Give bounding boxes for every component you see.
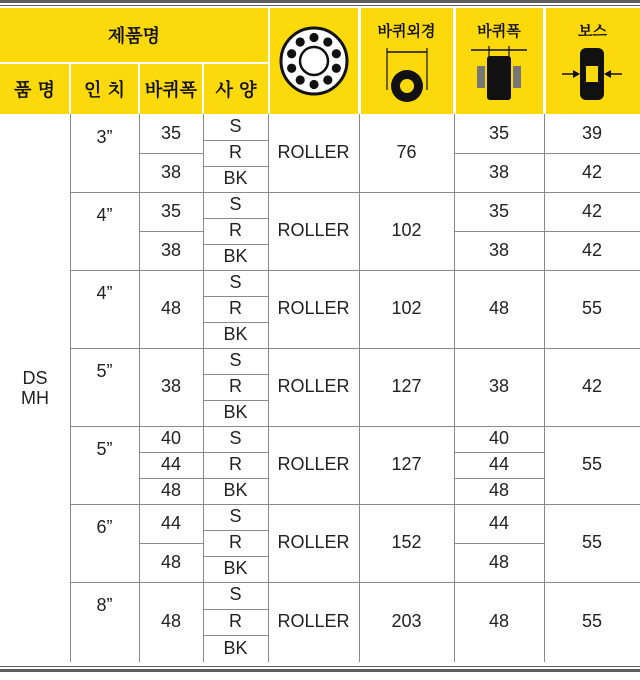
header-spec-label: 사 양 bbox=[215, 80, 257, 101]
grid-line-h bbox=[139, 543, 203, 544]
grid-line-h bbox=[203, 218, 268, 219]
spec-cell: BK bbox=[223, 246, 248, 267]
wheel-width-cell: 35 bbox=[160, 122, 182, 143]
wheel-width-right-cell: 48 bbox=[488, 611, 510, 632]
grid-line-v bbox=[139, 114, 140, 662]
header-product-name-label: 제품명 bbox=[107, 26, 161, 47]
grid-line-h bbox=[203, 166, 268, 167]
wheel-width-cell: 40 bbox=[160, 428, 182, 449]
bottom-rule bbox=[0, 669, 640, 672]
top-rule-thin bbox=[0, 5, 640, 6]
inch-cell: 4” bbox=[96, 204, 113, 225]
bearing-type-cell: ROLLER bbox=[277, 220, 350, 241]
outer-diameter-cell: 102 bbox=[391, 220, 422, 241]
header-separator-v bbox=[544, 8, 546, 114]
spec-cell: BK bbox=[223, 168, 248, 189]
wheel-width-cell: 38 bbox=[160, 161, 182, 182]
outer-diameter-cell: 127 bbox=[391, 454, 422, 475]
boss-cell: 39 bbox=[581, 122, 603, 143]
grid-line-h bbox=[203, 296, 268, 297]
grid-line-h bbox=[203, 530, 268, 531]
header-wheel-width-right-label: 바퀴폭 bbox=[477, 22, 521, 40]
spec-cell: S bbox=[229, 194, 242, 215]
inch-cell: 5” bbox=[96, 360, 113, 381]
header-inch bbox=[71, 64, 138, 114]
grid-line-h bbox=[203, 556, 268, 557]
grid-line-h bbox=[139, 153, 203, 154]
grid-line-v bbox=[359, 114, 360, 662]
bearing-ball bbox=[296, 37, 305, 46]
grid-line-h bbox=[454, 478, 544, 479]
header-item-name bbox=[0, 64, 69, 114]
wheel-width-right-cell: 44 bbox=[488, 512, 510, 533]
header-separator-v bbox=[268, 8, 270, 114]
wheel-width-right-cell: 38 bbox=[488, 376, 510, 397]
header-item-name-label: 품 명 bbox=[13, 80, 56, 101]
wheel-width-right-cell: 35 bbox=[488, 122, 510, 143]
bearing-ball bbox=[332, 49, 341, 58]
wheel-width-cell: 48 bbox=[160, 551, 182, 572]
grid-line-h bbox=[203, 140, 268, 141]
outer-diameter-cell: 102 bbox=[391, 298, 422, 319]
bearing-ball bbox=[309, 80, 318, 89]
wheel-width-cell: 48 bbox=[160, 611, 182, 632]
spec-cell: BK bbox=[223, 402, 248, 423]
top-rule bbox=[0, 0, 640, 3]
spec-cell: R bbox=[229, 376, 242, 397]
boss-cell: 42 bbox=[581, 376, 603, 397]
grid-line-h bbox=[203, 400, 268, 401]
wheel-diameter-icon bbox=[377, 46, 437, 106]
header-separator-v bbox=[138, 64, 140, 114]
product-name-line1: DS bbox=[22, 368, 48, 389]
bearing-ball bbox=[309, 33, 318, 42]
grid-line-h bbox=[544, 153, 640, 154]
header-wheel-width-label: 바퀴폭 bbox=[144, 80, 198, 101]
spec-cell: S bbox=[229, 506, 242, 527]
spec-cell: BK bbox=[223, 558, 248, 579]
wheel-width-cell: 38 bbox=[160, 239, 182, 260]
grid-line-h bbox=[139, 478, 203, 479]
grid-line-h bbox=[454, 543, 544, 544]
wheel-width-cell: 35 bbox=[160, 200, 182, 221]
wheel-width-right-cell: 38 bbox=[488, 239, 510, 260]
header-product-name bbox=[0, 8, 268, 62]
spec-cell: R bbox=[229, 454, 242, 475]
grid-line-v bbox=[268, 114, 269, 662]
bearing-type-cell: ROLLER bbox=[277, 454, 350, 475]
bearing-ring-icon bbox=[278, 25, 350, 97]
bearing-ball bbox=[323, 37, 332, 46]
inch-cell: 6” bbox=[96, 516, 113, 537]
bearing-ball bbox=[287, 64, 296, 73]
inch-cell: 4” bbox=[96, 282, 113, 303]
outer-diameter-cell: 76 bbox=[396, 142, 417, 163]
grid-line-h bbox=[454, 452, 544, 453]
header-separator bbox=[0, 62, 268, 64]
header-separator-v bbox=[454, 8, 456, 114]
inch-cell: 3” bbox=[96, 126, 113, 147]
boss-cell: 55 bbox=[581, 611, 603, 632]
grid-line-h bbox=[139, 231, 203, 232]
grid-line-v bbox=[544, 114, 545, 662]
grid-line-h bbox=[203, 609, 268, 610]
boss-cell: 42 bbox=[581, 200, 603, 221]
grid-line-h bbox=[139, 452, 203, 453]
grid-line-h bbox=[203, 452, 268, 453]
header-wheel-width-right bbox=[455, 8, 543, 114]
spec-cell: S bbox=[229, 116, 242, 137]
wheel-width-cell: 44 bbox=[160, 512, 182, 533]
wheel-width-icon bbox=[467, 44, 531, 104]
spec-cell: R bbox=[229, 611, 242, 632]
wheel-width-cell: 44 bbox=[160, 454, 182, 475]
grid-line-h bbox=[203, 322, 268, 323]
grid-line-v bbox=[454, 114, 455, 662]
product-name-cell bbox=[0, 114, 70, 664]
product-name-line2: MH bbox=[21, 388, 49, 408]
outer-diameter-cell: 203 bbox=[391, 611, 422, 632]
bearing-type-cell: ROLLER bbox=[277, 376, 350, 397]
spec-cell: S bbox=[229, 272, 242, 293]
boss-cell: 55 bbox=[581, 298, 603, 319]
spec-cell: S bbox=[229, 428, 242, 449]
wheel-width-right-cell: 48 bbox=[488, 298, 510, 319]
spec-cell: BK bbox=[223, 324, 248, 345]
bearing-type-cell: ROLLER bbox=[277, 532, 350, 553]
wheel-width-right-cell: 35 bbox=[488, 200, 510, 221]
header-boss-label: 보스 bbox=[578, 22, 607, 40]
bearing-type-cell: ROLLER bbox=[277, 298, 350, 319]
wheel-width-right-cell: 44 bbox=[488, 454, 510, 475]
header-outer-diameter bbox=[360, 8, 453, 114]
boss-cell: 42 bbox=[581, 161, 603, 182]
bearing-ball bbox=[287, 49, 296, 58]
boss-icon bbox=[560, 46, 624, 106]
grid-line-v bbox=[203, 114, 204, 662]
spec-cell: R bbox=[229, 142, 242, 163]
wheel-width-right-cell: 40 bbox=[488, 428, 510, 449]
boss-cell: 42 bbox=[581, 239, 603, 260]
spec-cell: BK bbox=[223, 637, 248, 658]
inch-cell: 5” bbox=[96, 438, 113, 459]
header-bearing bbox=[270, 8, 358, 114]
outer-diameter-cell: 127 bbox=[391, 376, 422, 397]
header-spec bbox=[204, 64, 268, 114]
boss-cell: 55 bbox=[581, 532, 603, 553]
grid-line-h bbox=[544, 231, 640, 232]
spec-cell: S bbox=[229, 584, 242, 605]
spec-cell: BK bbox=[223, 480, 248, 501]
spec-cell: R bbox=[229, 220, 242, 241]
wheel-width-cell: 48 bbox=[160, 480, 182, 501]
wheel-width-right-cell: 48 bbox=[488, 480, 510, 501]
grid-line-h bbox=[454, 231, 544, 232]
grid-line-h bbox=[203, 635, 268, 636]
bottom-rule-thin bbox=[0, 666, 640, 667]
bearing-ball bbox=[332, 64, 341, 73]
boss-cell: 55 bbox=[581, 454, 603, 475]
header-inch-label: 인 치 bbox=[83, 80, 126, 101]
grid-line-h bbox=[203, 244, 268, 245]
header-wheel-width bbox=[140, 64, 202, 114]
wheel-width-right-cell: 38 bbox=[488, 161, 510, 182]
grid-line-v bbox=[70, 114, 71, 662]
grid-line-h bbox=[203, 478, 268, 479]
bearing-type-cell: ROLLER bbox=[277, 142, 350, 163]
header-boss bbox=[545, 8, 640, 114]
header-outer-diameter-label: 바퀴외경 bbox=[377, 22, 436, 40]
bearing-ball bbox=[296, 75, 305, 84]
spec-cell: R bbox=[229, 298, 242, 319]
bearing-type-cell: ROLLER bbox=[277, 611, 350, 632]
outer-diameter-cell: 152 bbox=[391, 532, 422, 553]
wheel-width-right-cell: 48 bbox=[488, 551, 510, 572]
spec-cell: S bbox=[229, 350, 242, 371]
spec-cell: R bbox=[229, 532, 242, 553]
wheel-width-cell: 48 bbox=[160, 298, 182, 319]
wheel-width-cell: 38 bbox=[160, 376, 182, 397]
inch-cell: 8” bbox=[96, 595, 113, 616]
grid-line-h bbox=[203, 374, 268, 375]
bearing-ball bbox=[323, 75, 332, 84]
header-separator-v bbox=[359, 8, 361, 114]
grid-line-h bbox=[454, 153, 544, 154]
header-separator-v bbox=[69, 64, 71, 114]
header-separator-v bbox=[202, 64, 204, 114]
